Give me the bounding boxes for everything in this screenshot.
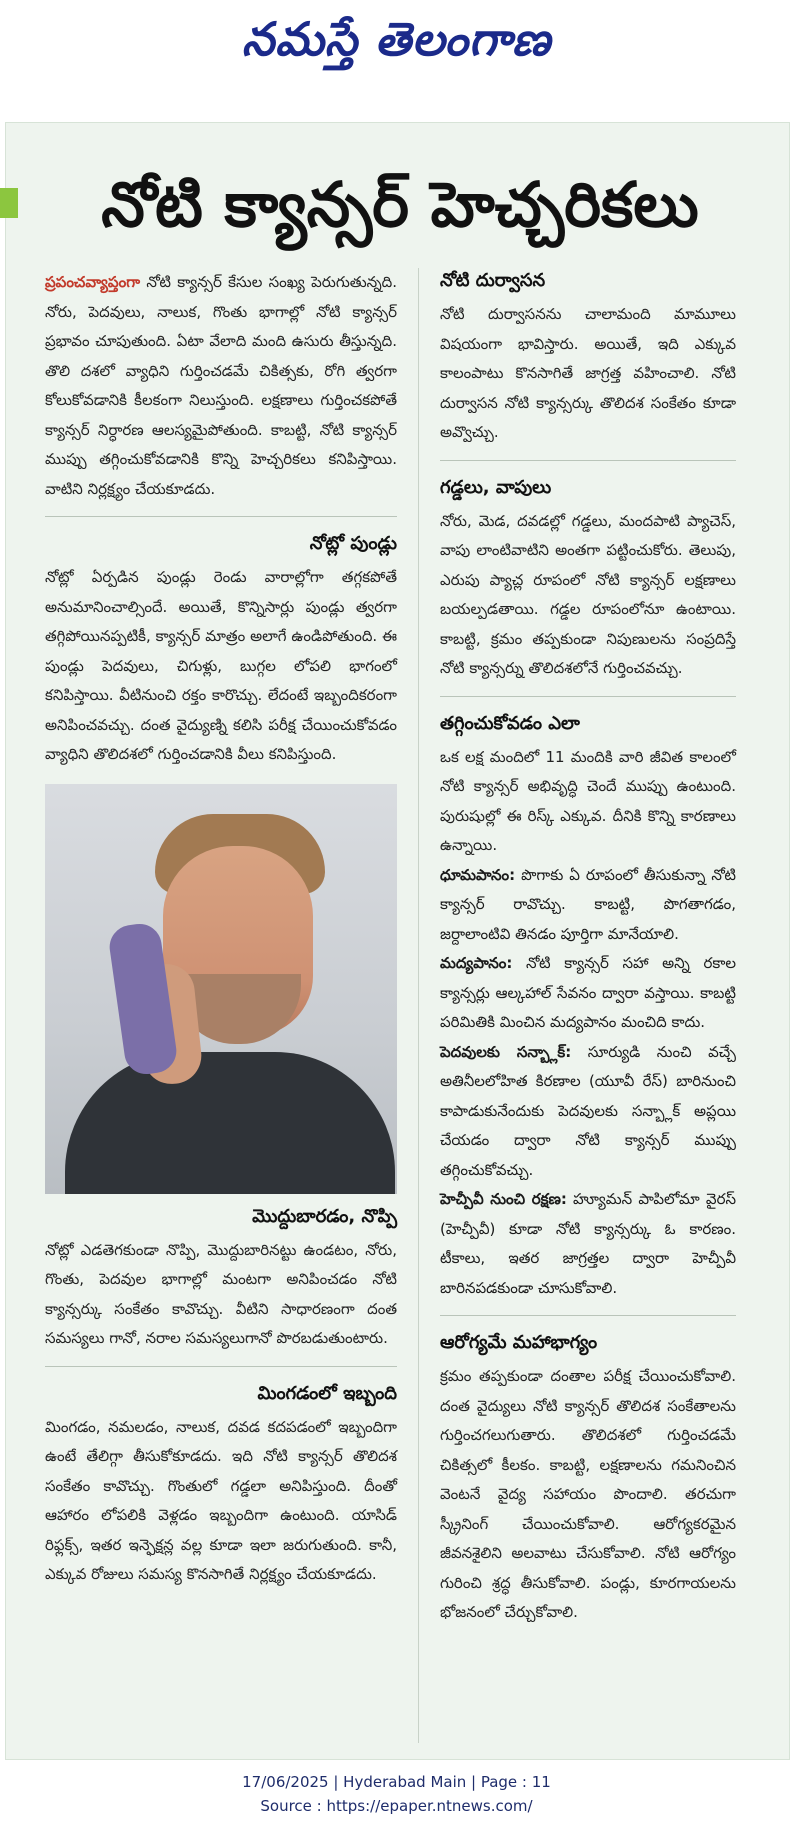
section-heading-numbness: మొద్దుబారడం, నొప్పి [252, 1205, 397, 1227]
right-column [440, 268, 736, 1628]
section-heading-health: ఆరోగ్యమే మహాభాగ్యం [440, 1332, 598, 1353]
prevention-item-label: మద్యపానం: [440, 954, 513, 972]
prevention-item [440, 949, 736, 1038]
prevention-item-text: హ్యూమన్ పాపిలోమా వైరస్ (హెచ్పీవీ) కూడా నోటి క్యాన్సర్కు ఓ కారణం. టీకాలు, ఇతర జాగ్రత్తల ద్వారా హెచ్పీవీ బారినపడకుండా చూసుకోవాలి. [440, 1190, 736, 1297]
section-text-numbness: నోట్లో ఎడతెగకుండా నొప్పి, మొద్దుబారినట్టు ఉండటం, నోరు, గొంతు, పెదవుల భాగాల్లో మంటగా అనిపించడం నోటి క్యాన్సర్కు సంకేతం కావొచ్చు. వీటిని సాధారణంగా దంత సమస్యలు గానో, నరాల సమస్యలుగానో పొరబడుతుంటారు. [45, 1240, 397, 1347]
prevention-item [440, 1038, 736, 1186]
prevention-item-text: పొగాకు ఏ రూపంలో తీసుకున్నా నోటి క్యాన్సర్ రావొచ్చు. కాబట్టి, పొగతాగడం, జర్దాలాంటివి తినడం పూర్తిగా మానేయాలి. [440, 865, 736, 943]
section-heading-lumps: గడ్డలు, వాపులు [440, 476, 552, 498]
column-divider [418, 268, 419, 1743]
article-photo [45, 784, 397, 1194]
footer-source-link[interactable]: Source : https://epaper.ntnews.com/ [260, 1797, 533, 1815]
photo-shirt [65, 1052, 395, 1194]
section-divider [440, 460, 736, 461]
section-divider [45, 516, 397, 517]
intro-lead: ప్రపంచవ్యాప్తంగా [45, 273, 141, 291]
prevention-item [440, 1185, 736, 1303]
section-text-swallowing: మింగడం, నమలడం, నాలుక, దవడ కదపడంలో ఇబ్బందిగా ఉంటే తేలిగ్గా తీసుకోకూడదు. ఇది నోటి క్యాన్సర్ తొలిదశ సంకేతం కావొచ్చు. గొంతులో గడ్డలా అనిపిస్తుంది. దీంతో ఆహారం లోపలికి వెళ్లడం ఇబ్బందిగా ఉంటుంది. యాసిడ్ రిఫ్లక్స్, ఇతర ఇన్ఫెక్షన్ల వల్ల కూడా ఇలా జరుగుతుంది. కానీ, ఎక్కువ రోజులు సమస్య కొనసాగితే నిర్లక్ష్యం చేయకూడదు. [45, 1417, 397, 1583]
prevention-item-label: పెదవులకు సన్బ్లాక్: [440, 1042, 572, 1061]
intro-text: నోటి క్యాన్సర్ కేసుల సంఖ్య పెరుగుతున్నది. నోరు, పెదవులు, నాలుక, గొంతు భాగాల్లో నోటి క్యాన్సర్ ప్రభావం చూపుతుంది. ఏటా వేలాది మంది ఉసురు తీస్తున్నది. తొలి దశలో వ్యాధిని గుర్తించడమే చికిత్సకు, రోగి త్వరగా కోలుకోవడానికి కీలకంగా నిలుస్తుంది. లక్షణాలు గుర్తించకపోతే క్యాన్సర్ నిర్ధారణ ఆలస్యమైపోతుంది. కాబట్టి, నోటి క్యాన్సర్ ముప్పు తగ్గించుకోవడానికి కొన్ని హెచ్చరికలు కనిపిస్తాయి. వాటిని నిర్లక్ష్యం చేయకూడదు. [45, 273, 397, 498]
page-footer [0, 1770, 793, 1818]
section-divider [440, 1315, 736, 1316]
prevention-item-label: ధూమపానం: [440, 865, 516, 884]
intro-paragraph [45, 268, 397, 504]
masthead-logo: నమస్తే తెలంగాణ [241, 12, 552, 66]
prevention-item [440, 861, 736, 950]
prevention-item-text: నోటి క్యాన్సర్ సహా అన్ని రకాల క్యాన్సర్లు ఆల్కహాల్ సేవనం ద్వారా వస్తాయి. కాబట్టి పరిమితికి మించిన మద్యపానం మంచిది కాదు. [440, 954, 736, 1031]
section-text-health: క్రమం తప్పకుండా దంతాల పరీక్ష చేయించుకోవాలి. దంత వైద్యులు నోటి క్యాన్సర్ తొలిదశ సంకేతాలను గుర్తించగలుగుతారు. తొలిదశలో గుర్తించడమే చికిత్సలో కీలకం. కాబట్టి, లక్షణాలను గమనించిన వెంటనే వైద్య సహాయం పొందాలి. తరచుగా స్క్రీనింగ్ చేయించుకోవాలి. ఆరోగ్యకరమైన జీవనశైలిని అలవాటు చేసుకోవాలి. నోటి ఆరోగ్యం గురించి శ్రద్ధ తీసుకోవాలి. పండ్లు, కూరగాయలను భోజనంలో చేర్చుకోవాలి. [440, 1367, 736, 1621]
footer-date-edition: 17/06/2025 | Hyderabad Main | Page : 11 [242, 1773, 551, 1791]
prevention-item-text: సూర్యుడి నుంచి వచ్చే అతినీలలోహిత కిరణాల (యూవీ రేస్) బారినుంచి కాపాడుకునేందుకు పెదవులకు సన్బ్లాక్ అప్లయి చేయడం ద్వారా నోటి క్యాన్సర్ ముప్పు తగ్గించుకోవచ్చు. [440, 1042, 736, 1179]
section-text-ulcers: నోట్లో ఏర్పడిన పుండ్లు రెండు వారాల్లోగా తగ్గకపోతే అనుమానించాల్సిందే. అయితే, కొన్నిసార్లు పుండ్లు త్వరగా తగ్గిపోయినప్పటికీ, క్యాన్సర్ మాత్రం అలాగే ఉండిపోతుంది. ఈ పుండ్లు పెదవులు, చిగుళ్లు, బుగ్గల లోపలి భాగంలో కనిపిస్తాయి. వీటినుంచి రక్తం కారొచ్చు. లేదంటే ఇబ్బందికరంగా అనిపించవచ్చు. దంత వైద్యుణ్ని కలిసి పరీక్ష చేయించుకోవడం వ్యాధిని తొలిదశలో గుర్తించడానికి వీలు కనిపిస్తుంది. [45, 568, 397, 763]
prevention-item-label: హెచ్పీవీ నుంచి రక్షణ: [440, 1190, 567, 1208]
article-headline: నోటి క్యాన్సర్ హెచ్చరికలు [101, 168, 699, 241]
section-text-prevention: ఒక లక్ష మందిలో 11 మందికి వారి జీవిత కాలంలో నోటి క్యాన్సర్ అభివృద్ధి చెందే ముప్పు ఉంటుంది. పురుషుల్లో ఈ రిస్క్ ఎక్కువ. దీనికి కొన్ని కారణాలు ఉన్నాయి. [440, 747, 736, 854]
section-text-bad-breath: నోటి దుర్వాసనను చాలామంది మామూలు విషయంగా భావిస్తారు. అయితే, ఇది ఎక్కువ కాలంపాటు కొనసాగితే జాగ్రత్త వహించాలి. నోటి దుర్వాసన నోటి క్యాన్సర్కు తొలిదశ సంకేతం కూడా అవ్వొచ్చు. [440, 305, 736, 441]
left-column [45, 268, 397, 1590]
section-divider [440, 696, 736, 697]
section-marker [0, 188, 18, 218]
section-heading-bad-breath: నోటి దుర్వాసన [440, 270, 546, 291]
section-heading-ulcers: నోట్లో పుండ్లు [309, 533, 397, 554]
section-text-lumps: నోరు, మెడ, దవడల్లో గడ్డలు, మందపాటి ప్యాచెస్, వాపు లాంటివాటిని అంతగా పట్టించుకోరు. తెలుపు, ఎరుపు ప్యాచ్ల రూపంలో నోటి క్యాన్సర్ లక్షణాలు బయల్పడతాయి. గడ్డల రూపంలోనూ ఉంటాయి. కాబట్టి, క్రమం తప్పకుండా నిపుణులను సంప్రదిస్తే నోటి క్యాన్సర్ను తొలిదశలోనే గుర్తించవచ్చు. [440, 511, 736, 677]
section-heading-prevention: తగ్గించుకోవడం ఎలా [440, 712, 580, 734]
section-heading-swallowing: మింగడంలో ఇబ్బంది [257, 1382, 397, 1404]
section-divider [45, 1366, 397, 1367]
